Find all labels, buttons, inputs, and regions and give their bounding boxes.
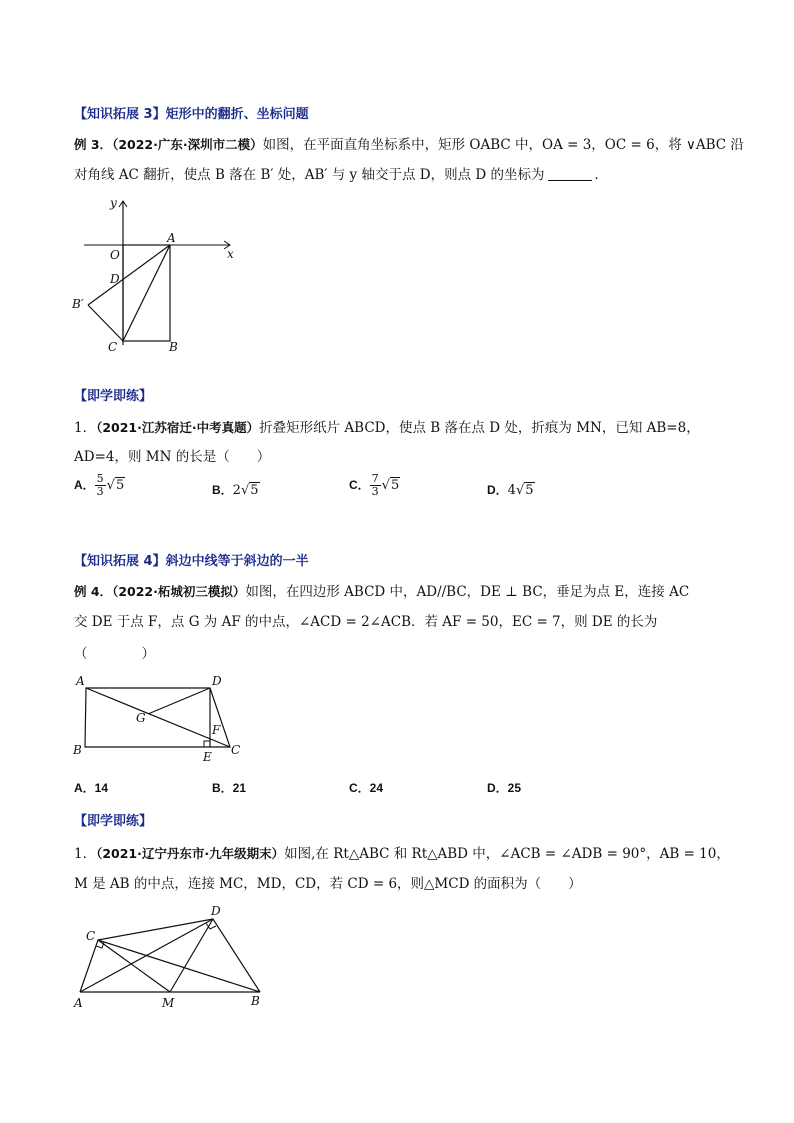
option-c-radicand: 5 [390,478,400,493]
practice1-source: （2021·江苏宿迁·中考真题） [96,420,260,435]
option-a-label: A． [74,478,95,492]
option-d-radicand: 5 [525,483,534,498]
option-a-radicand: 5 [115,478,125,493]
option-a-denominator: 3 [96,485,104,498]
option-c-sqrt: √5 [381,478,400,493]
label-Bprime: B′ [72,297,84,311]
label-A: A [167,231,176,245]
example3-label: 例 3． [74,137,113,152]
label-B: B [73,743,82,757]
label-F: F [212,723,221,737]
example4-option-a[interactable]: A．14 [74,781,109,795]
practice2-source: （2021·辽宁丹东市·九年级期末） [96,846,285,861]
practice2-line2: M 是 AB 的中点，连接 MC，MD，CD，若 CD = 6，则△MCD 的面积为（ ） [74,876,582,892]
example4-line1 [74,580,689,600]
segment-CM [98,940,170,992]
option-a-sqrt: √5 [106,478,125,493]
segment-DM [170,919,213,992]
triangle-ACB [80,940,260,992]
option-a-numerator: 5 [96,472,104,485]
label-C: C [86,929,96,943]
example4-option-d[interactable]: D．25 [487,781,522,795]
option-d-sqrt: √5 [515,483,534,498]
practice2-number: 1． [74,846,97,862]
example3-text1: 如图，在平面直角坐标系中，矩形 OABC 中，OA = 3，OC = 6，将 ∨ABC 沿 [262,137,744,153]
diagonal-AC [86,688,230,747]
triangle-ADB [80,919,260,992]
label-G: G [136,711,146,725]
segment-CD [98,919,213,940]
label-C: C [231,743,241,757]
example3-source: （2022·广东·深圳市二模） [112,137,263,152]
label-D: D [212,674,222,688]
label-O: O [110,248,120,262]
option-c-denominator: 3 [371,485,379,498]
option-d-label: D． [487,483,508,497]
label-x: x [227,247,234,261]
practice1-line1 [74,416,700,436]
example3-line2 [74,163,608,183]
example4-option-c[interactable]: C．24 [349,781,384,795]
practice1-number: 1． [74,420,97,436]
label-M: M [162,996,175,1010]
option-c-numerator: 7 [371,472,379,485]
label-B: B [169,340,178,354]
right-angle-mark [204,741,210,747]
practice1-heading: 【即学即练】 [74,389,153,404]
practice1-text1: 折叠矩形纸片 ABCD，使点 B 落在点 D 处，折痕为 MN，已知 AB=8， [259,420,700,436]
label-C: C [108,340,118,354]
example4-line2: 交 DE 于点 F，点 G 为 AF 的中点，∠ACD = 2∠ACB．若 AF = 50，EC = 7，则 DE 的长为 [74,614,658,630]
option-c-label: C． [349,478,370,492]
label-A: A [74,996,83,1010]
label-D: D [211,904,221,918]
segment-GD [148,688,210,714]
practice1-line2: AD=4，则 MN 的长是（ ） [74,449,271,465]
practice1-option-b[interactable] [212,481,260,498]
practice1-option-a[interactable] [74,473,125,498]
label-B: B [251,994,260,1008]
practice2-text1: 如图,在 Rt△ABC 和 Rt△ABD 中，∠ACB = ∠ADB = 90°，AB = 10， [284,846,730,862]
example4-text1: 如图，在四边形 ABCD 中，AD//BC，DE ⊥ BC，垂足为点 E，连接 AC [245,584,690,600]
example3-text2: 对角线 AC 翻折，使点 B 落在 B′ 处，AB′ 与 y 轴交于点 D，则点 D 的坐标为 [74,167,545,183]
label-E: E [203,750,212,764]
option-b-sqrt: √5 [240,483,259,498]
section3-heading: 【知识拓展 3】矩形中的翻折、坐标问题 [74,107,309,122]
segment-BprimeC [88,305,123,341]
practice1-option-d[interactable] [487,481,535,498]
label-y: y [110,196,117,210]
figure-right-triangles [70,900,270,1015]
example4-label: 例 4． [74,584,113,599]
option-d-coef: 4 [507,483,516,498]
label-A: A [76,674,85,688]
option-a-fraction [95,473,106,498]
example4-line3: （ ） [74,646,155,662]
example4-option-b[interactable]: B．21 [212,781,247,795]
label-D: D [110,272,120,286]
example3-line1 [74,133,744,153]
option-b-label: B． [212,483,233,497]
practice2-heading: 【即学即练】 [74,814,153,829]
practice1-option-c[interactable] [349,473,400,498]
section4-heading: 【知识拓展 4】斜边中线等于斜边的一半 [74,554,309,569]
option-b-coef: 2 [232,483,241,498]
answer-blank[interactable] [548,180,592,181]
segment-ABprime [88,245,170,305]
figure-coordinate-rectangle [70,195,250,360]
example3-period: ． [594,167,608,183]
practice2-line1 [74,842,730,862]
option-c-fraction [370,473,381,498]
option-b-radicand: 5 [250,483,259,498]
example4-source: （2022·柘城初三模拟） [112,584,246,599]
figure-quadrilateral [70,670,260,770]
diagonal-AC [123,245,170,341]
